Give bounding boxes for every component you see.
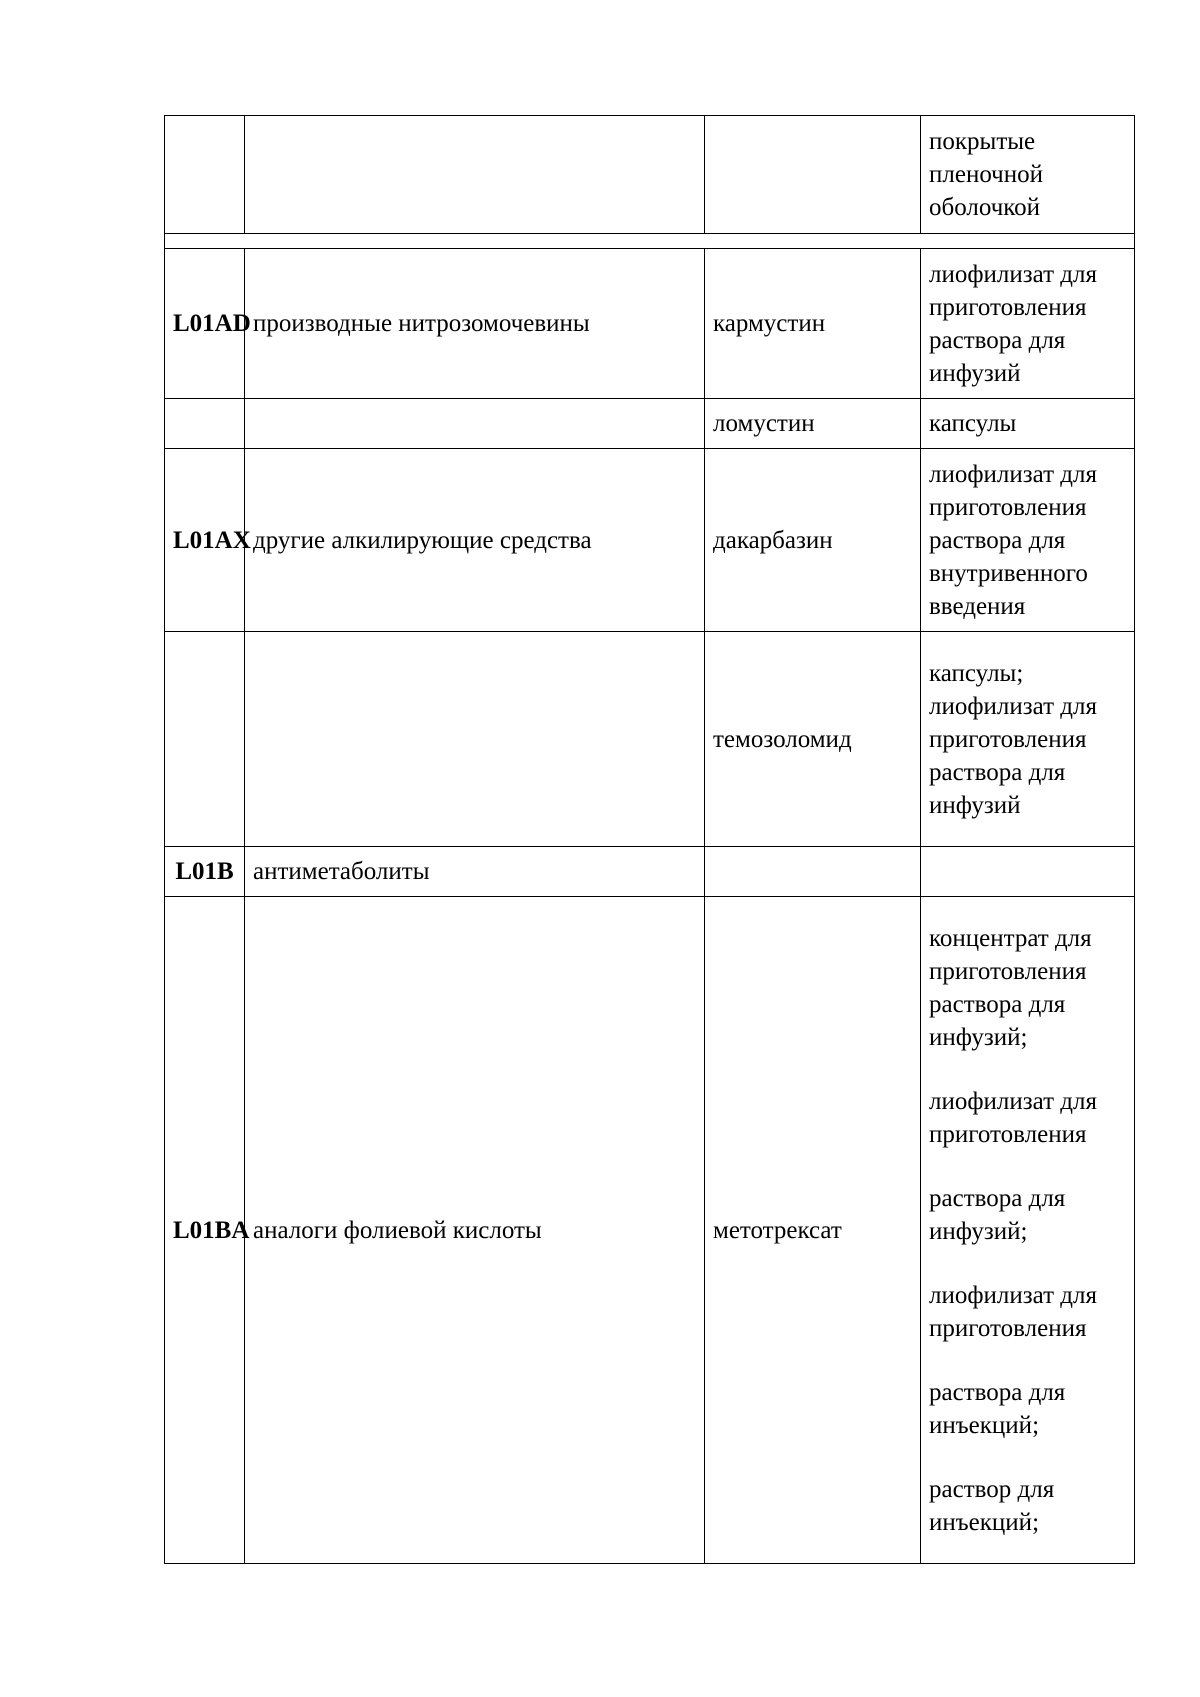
dosage-form-text: концентрат для приготовления раствора для инфузий; xyxy=(929,924,1092,1051)
drug-name-cell: кармустин xyxy=(705,249,921,399)
dosage-form-text: покрытые пленочной оболочкой xyxy=(929,128,1044,221)
dosage-form-cell xyxy=(921,632,1135,847)
atc-code-cell: L01BA xyxy=(165,897,245,1564)
drug-name-cell: темозоломид xyxy=(705,632,921,847)
table-row xyxy=(165,249,1135,399)
table-row xyxy=(165,897,1135,1564)
dosage-form-text: раствор для инъекций; xyxy=(929,1475,1055,1536)
atc-code-cell: L01AX xyxy=(165,449,245,632)
group-name-cell: антиметаболиты xyxy=(245,847,705,897)
atc-code-cell xyxy=(165,399,245,449)
table-row xyxy=(165,847,1135,897)
dosage-form-text: капсулы xyxy=(929,410,1017,437)
atc-code-cell xyxy=(165,632,245,847)
atc-code-cell: L01AD xyxy=(165,249,245,399)
drug-table xyxy=(164,115,1135,1564)
table-row xyxy=(165,116,1135,234)
dosage-form-text: лиофилизат для приготовления xyxy=(929,1281,1097,1342)
group-name-cell: производные нитрозомочевины xyxy=(245,249,705,399)
group-name-cell xyxy=(245,399,705,449)
dosage-form-text: раствора для инъекций; xyxy=(929,1378,1066,1439)
group-name-cell xyxy=(245,632,705,847)
drug-name-cell: ломустин xyxy=(705,399,921,449)
atc-code-cell xyxy=(165,116,245,234)
spacer-cell xyxy=(165,234,1135,249)
group-name-cell: другие алкилирующие средства xyxy=(245,449,705,632)
dosage-form-text: капсулы; лиофилизат для приготовления раствора для инфузий xyxy=(929,659,1097,819)
atc-code-cell: L01B xyxy=(165,847,245,897)
dosage-form-text: лиофилизат для приготовления xyxy=(929,1087,1097,1148)
group-name-cell: аналоги фолиевой кислоты xyxy=(245,897,705,1564)
dosage-form-cell xyxy=(921,449,1135,632)
dosage-form-text: лиофилизат для приготовления раствора для инфузий xyxy=(929,260,1097,387)
drug-name-cell: метотрексат xyxy=(705,897,921,1564)
table-row xyxy=(165,399,1135,449)
drug-name-cell xyxy=(705,847,921,897)
table-row xyxy=(165,449,1135,632)
dosage-form-text: раствора для инфузий; xyxy=(929,1184,1066,1245)
dosage-form-cell xyxy=(921,116,1135,234)
dosage-form-cell xyxy=(921,847,1135,897)
group-name-cell xyxy=(245,116,705,234)
dosage-form-cell xyxy=(921,249,1135,399)
dosage-form-cell xyxy=(921,897,1135,1564)
dosage-form-cell xyxy=(921,399,1135,449)
drug-name-cell: дакарбазин xyxy=(705,449,921,632)
table-row xyxy=(165,632,1135,847)
dosage-form-text: лиофилизат для приготовления раствора для внутривенного введения xyxy=(929,460,1097,620)
table-spacer-row xyxy=(165,234,1135,249)
drug-name-cell xyxy=(705,116,921,234)
